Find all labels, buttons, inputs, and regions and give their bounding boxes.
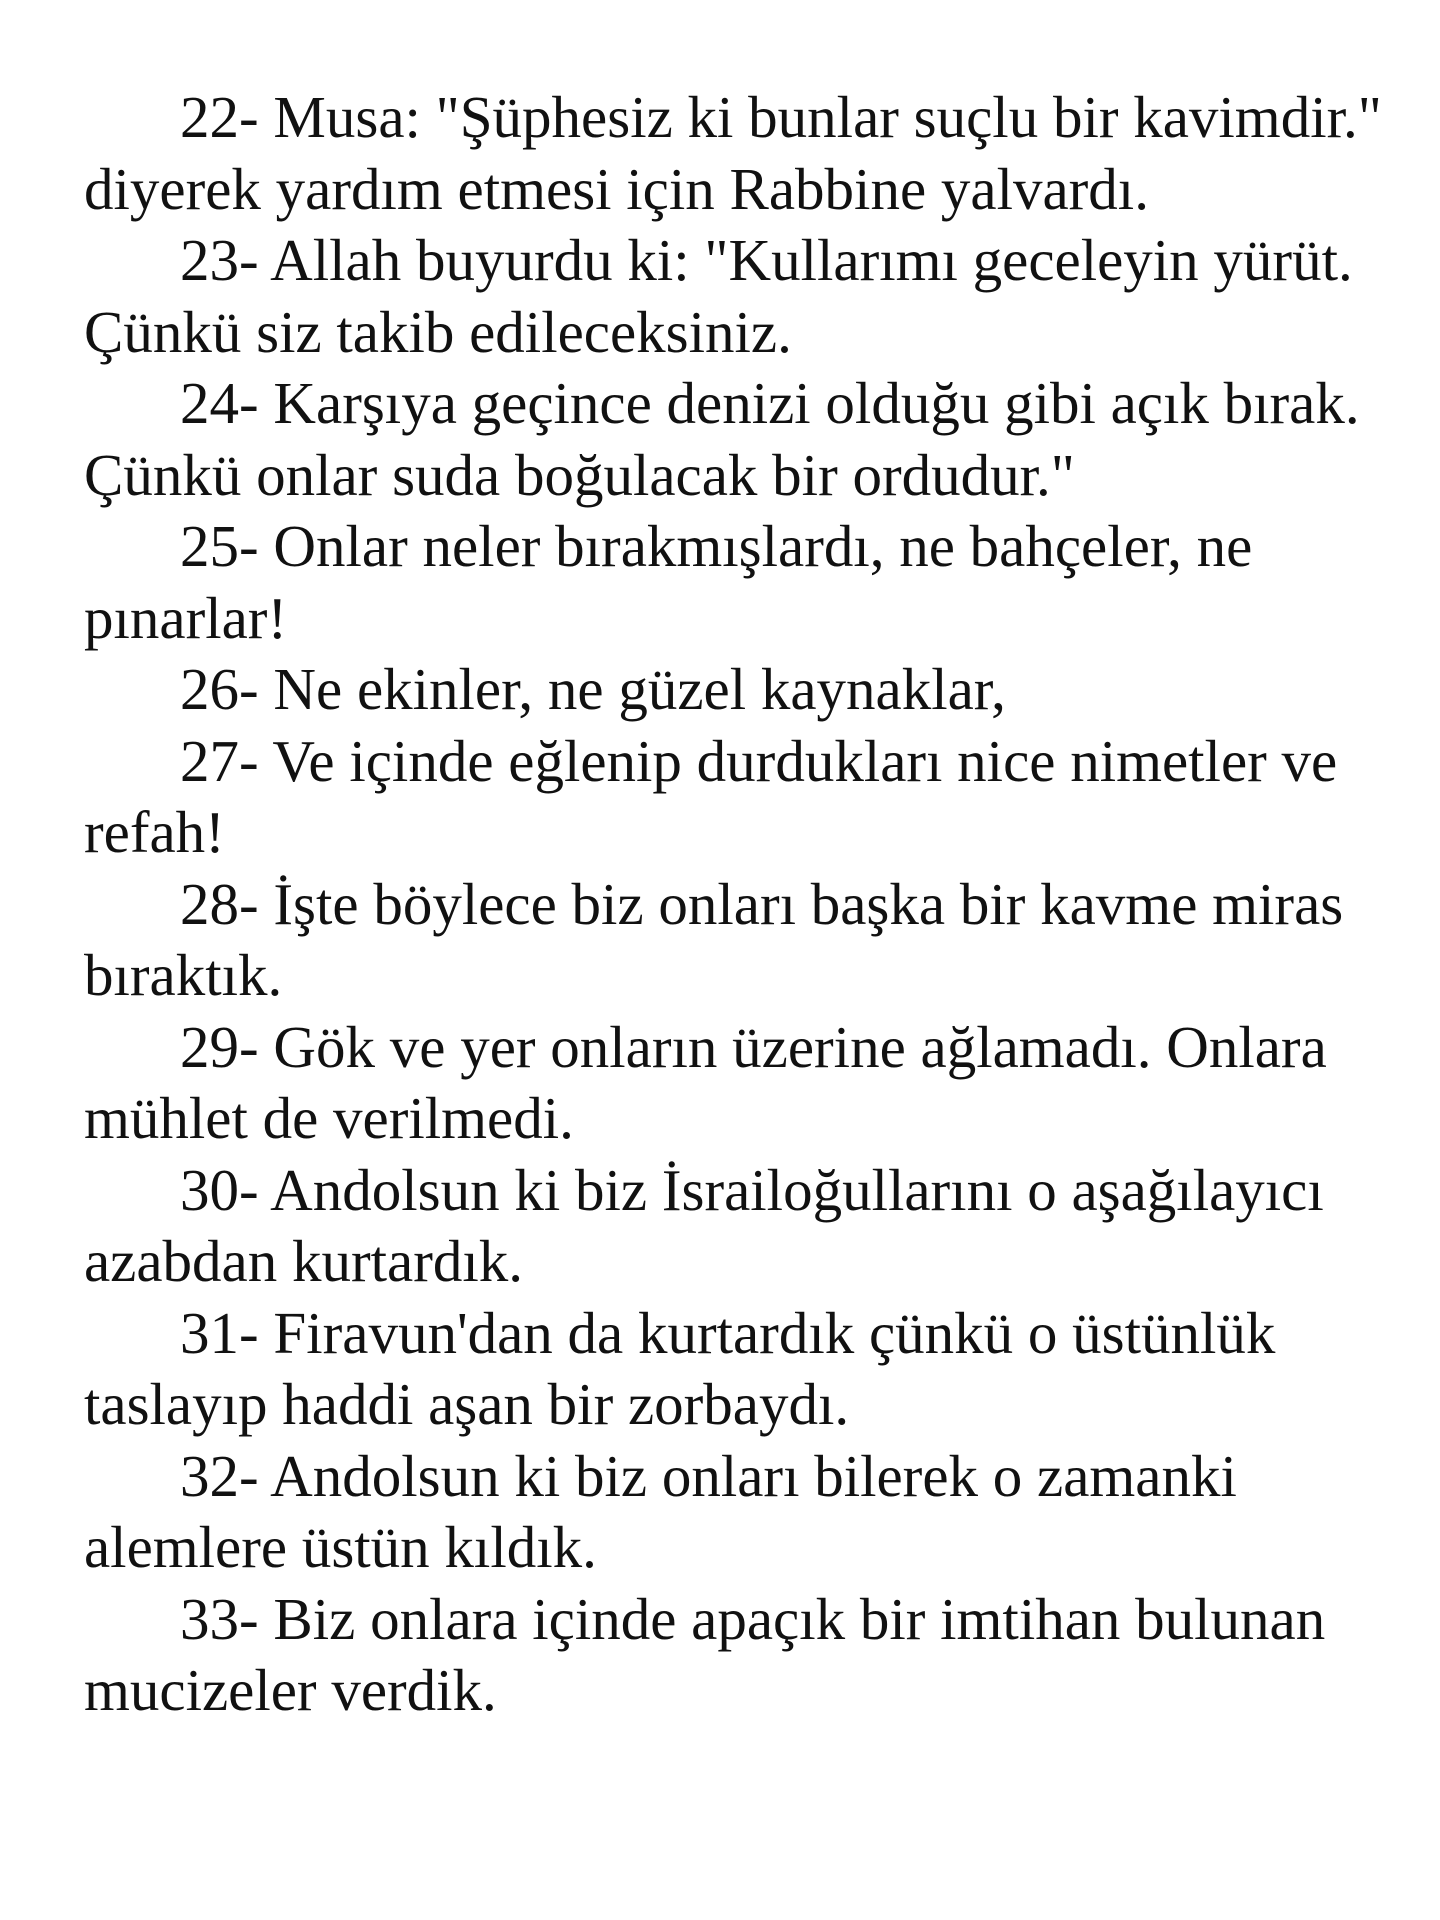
verse-28 — [84, 869, 1384, 1012]
verse-31 — [84, 1298, 1384, 1441]
verse-30 — [84, 1155, 1384, 1298]
verse-text: Biz onlara içinde apaçık bir imtihan bulunan mucizeler verdik. — [84, 1585, 1326, 1723]
verse-29 — [84, 1012, 1384, 1155]
verse-text: Firavun'dan da kurtardık çünkü o üstünlük taslayıp haddi aşan bir zorbaydı. — [84, 1299, 1276, 1437]
verse-number: 26- — [180, 656, 259, 722]
verse-26 — [84, 654, 1384, 726]
verse-number: 33- — [180, 1585, 259, 1652]
verse-text: Ne ekinler, ne güzel kaynaklar, — [273, 656, 1006, 722]
verse-number: 25- — [180, 513, 259, 579]
verse-number: 32- — [180, 1442, 259, 1509]
verse-number: 28- — [180, 870, 259, 937]
verse-text: Andolsun ki biz İsrailoğullarını o aşağılayıcı azabdan kurtardık. — [84, 1156, 1324, 1294]
verse-text: Musa: "Şüphesiz ki bunlar suçlu bir kavimdir." diyerek yardım etmesi için Rabbine yalvardı. — [84, 84, 1382, 222]
verse-number: 30- — [180, 1156, 259, 1223]
verse-text: İşte böylece biz onları başka bir kavme miras bıraktık. — [84, 870, 1344, 1008]
verse-32 — [84, 1441, 1384, 1584]
verse-text: Karşıya geçince denizi olduğu gibi açık bırak. Çünkü onlar suda boğulacak bir ordudur." — [84, 370, 1360, 508]
verse-number: 29- — [180, 1013, 259, 1080]
verse-33 — [84, 1584, 1384, 1727]
verse-text: Onlar neler bırakmışlardı, ne bahçeler, ne pınarlar! — [84, 513, 1253, 651]
verse-text: Allah buyurdu ki: "Kullarımı geceleyin yürüt. Çünkü siz takib edileceksiniz. — [84, 227, 1353, 365]
verse-number: 31- — [180, 1299, 259, 1366]
verse-number: 24- — [180, 370, 259, 436]
verse-25 — [84, 511, 1384, 654]
verse-22 — [84, 82, 1384, 225]
verse-number: 23- — [180, 227, 259, 293]
verse-27 — [84, 726, 1384, 869]
verse-23 — [84, 225, 1384, 368]
verse-number: 27- — [180, 727, 259, 794]
document-page — [84, 82, 1384, 1727]
verse-text: Andolsun ki biz onları bilerek o zamanki alemlere üstün kıldık. — [84, 1442, 1237, 1580]
verse-text: Ve içinde eğlenip durdukları nice nimetler ve refah! — [84, 727, 1338, 865]
verse-24 — [84, 368, 1384, 511]
verse-text: Gök ve yer onların üzerine ağlamadı. Onlara mühlet de verilmedi. — [84, 1013, 1327, 1151]
verse-number: 22- — [180, 84, 259, 150]
